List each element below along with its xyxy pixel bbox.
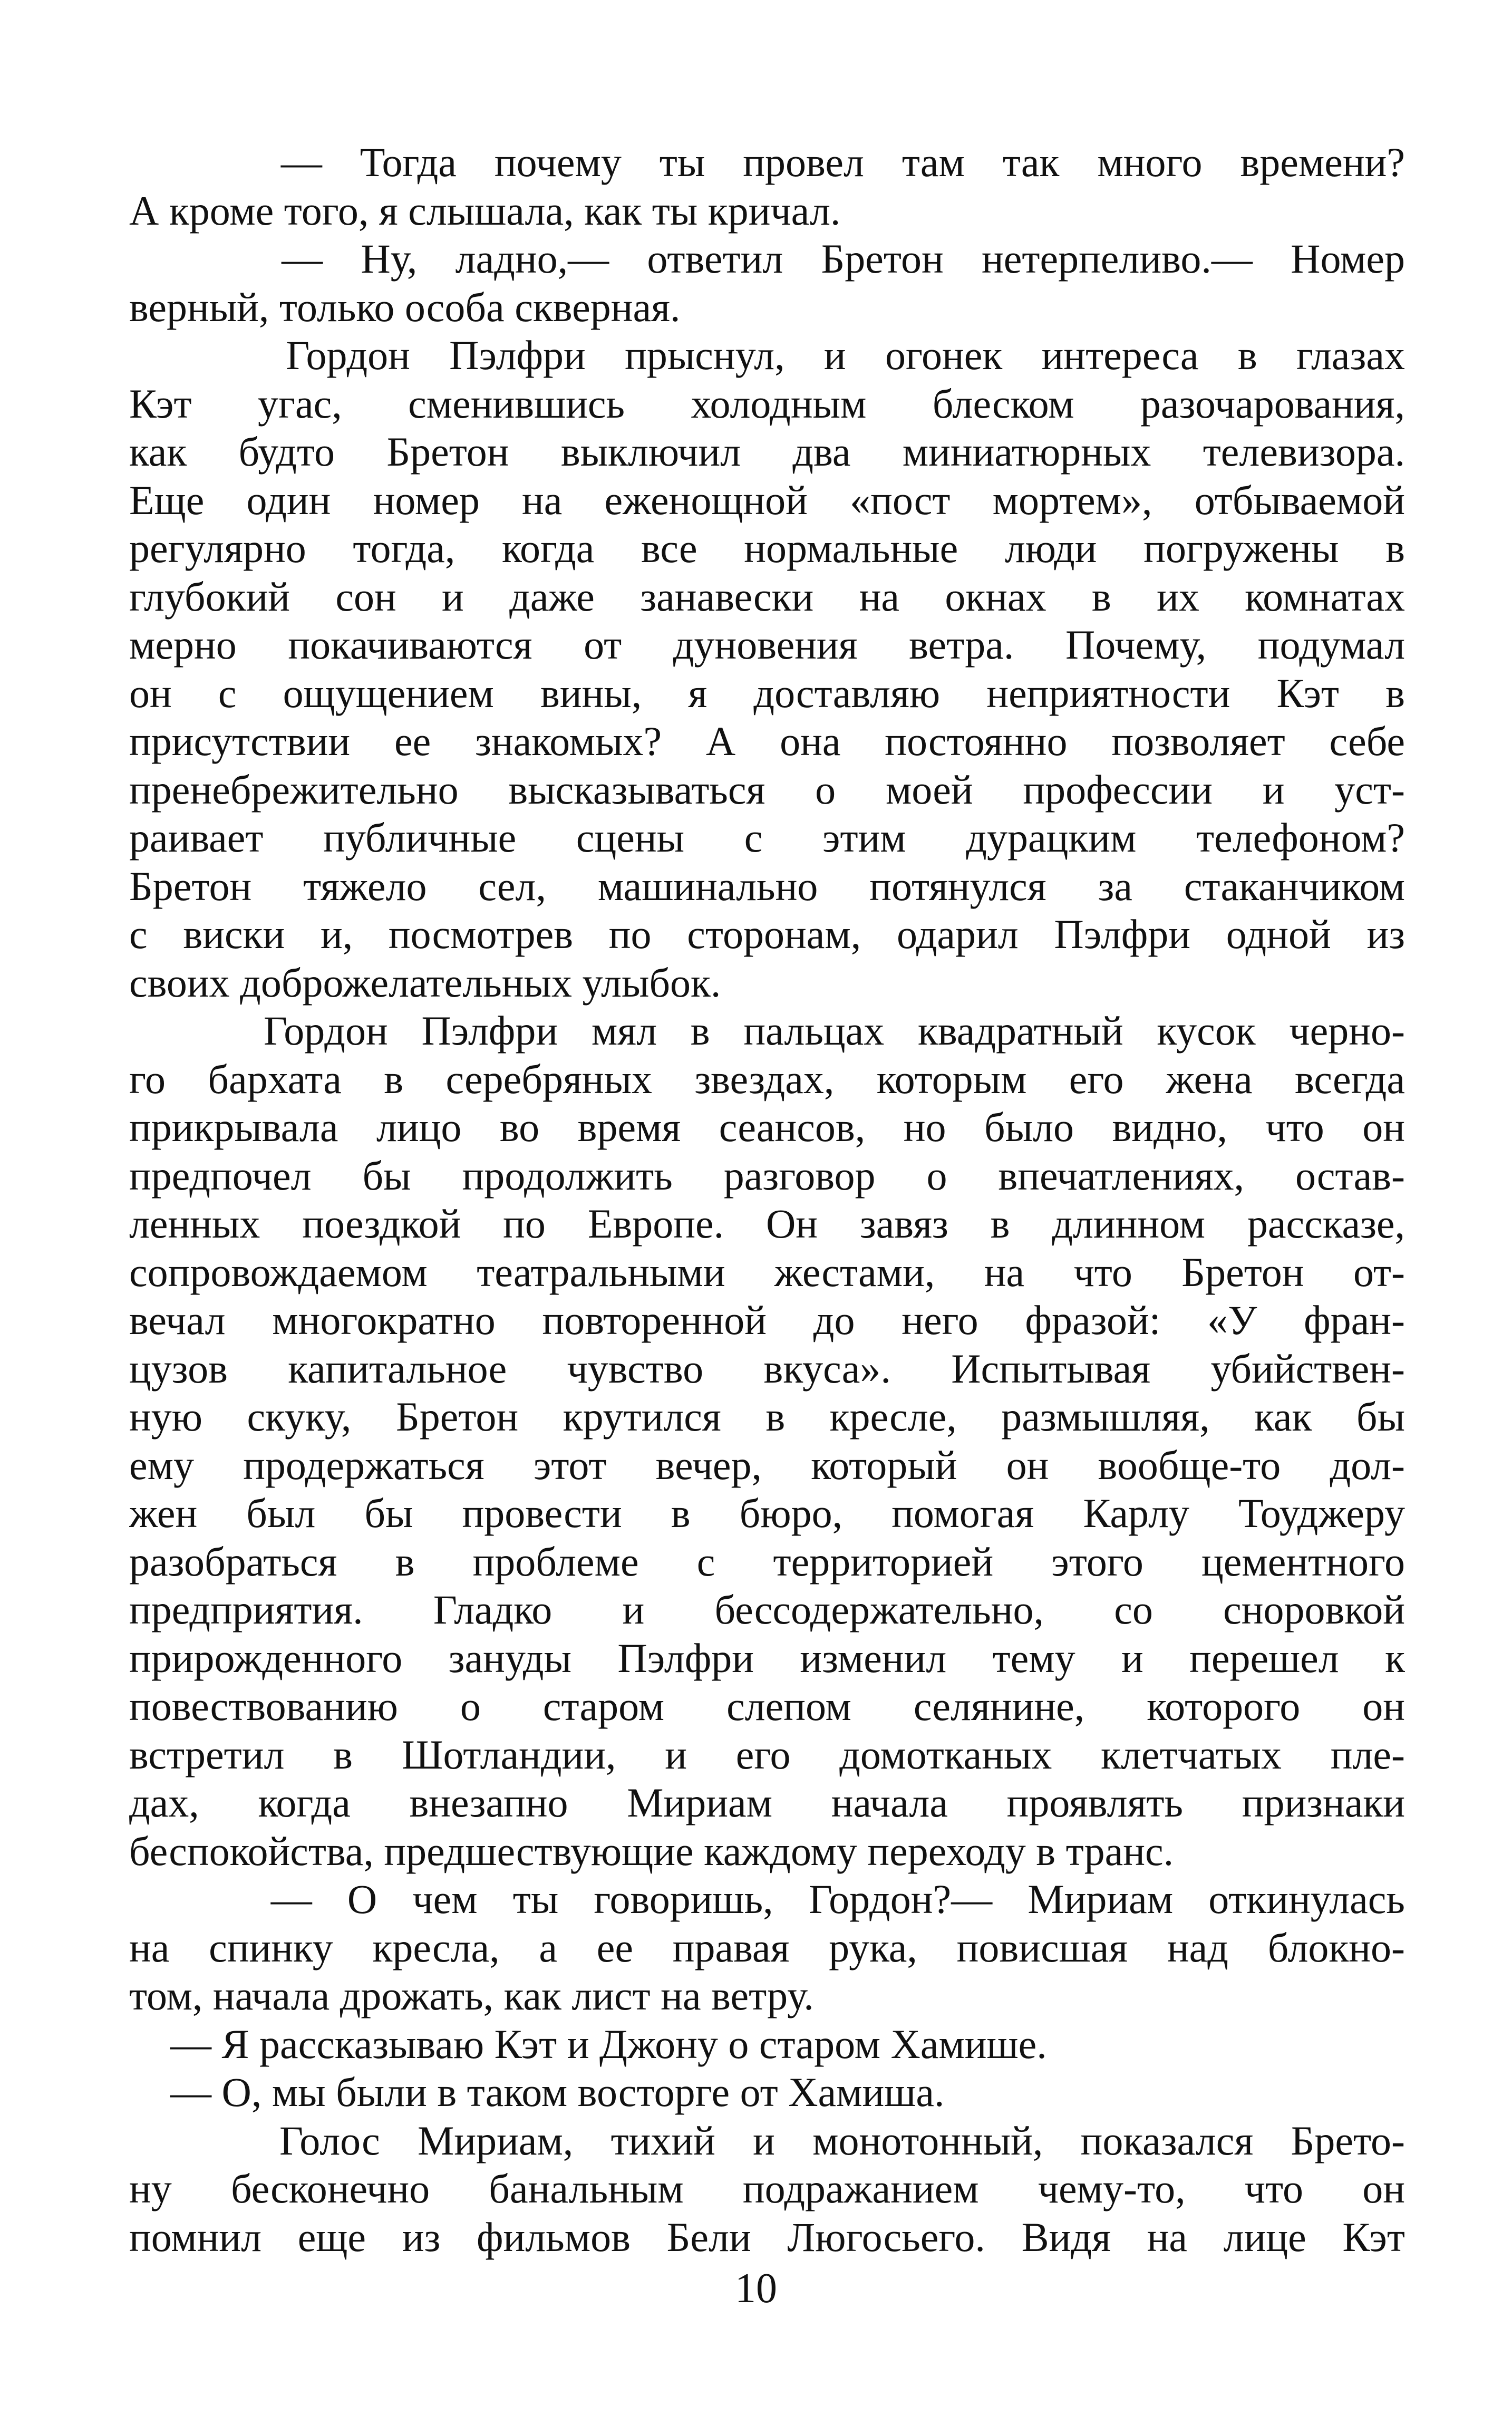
text-line: дах, когда внезапно Мириам начала проявлять признаки bbox=[129, 1780, 1405, 1826]
text-line: ну бесконечно банальным подражанием чему-то, что он bbox=[129, 2166, 1405, 2211]
text-line: ему продержаться этот вечер, который он вообще-то дол- bbox=[129, 1442, 1405, 1488]
text-line: помнил еще из фильмов Бели Люгосьего. Видя на лице Кэт bbox=[129, 2214, 1405, 2260]
text-line: ную скуку, Бретон крутился в кресле, размышляя, как бы bbox=[129, 1394, 1405, 1440]
text-line: предпочел бы продолжить разговор о впечатлениях, остав- bbox=[129, 1152, 1405, 1199]
text-line: вечал многократно повторенной до него фразой: «У фран- bbox=[129, 1297, 1405, 1343]
text-line: цузов капитальное чувство вкуса». Испытывая убийствен- bbox=[129, 1345, 1405, 1392]
text-line: — Ну, ладно,— ответил Бретон нетерпеливо.— Номер bbox=[129, 236, 1405, 282]
text-line: А кроме того, я слышала, как ты кричал. bbox=[129, 187, 841, 234]
text-line: присутствии ее знакомых? А она постоянно позволяет себе bbox=[129, 718, 1405, 764]
text-line: сопровождаемом театральными жестами, на что Бретон от- bbox=[129, 1249, 1405, 1295]
text-line: разобраться в проблеме с территорией этого цементного bbox=[129, 1538, 1405, 1585]
text-line: он с ощущением вины, я доставляю неприятности Кэт в bbox=[129, 670, 1405, 716]
text-line: Еще один номер на еженощной «пост мортем», отбываемой bbox=[129, 477, 1405, 523]
text-line: прирожденного зануды Пэлфри изменил тему и перешел к bbox=[129, 1635, 1405, 1681]
text-line: мерно покачиваются от дуновения ветра. Почему, подумал bbox=[129, 622, 1405, 668]
text-line: Голос Мириам, тихий и монотонный, показался Брето- bbox=[129, 2117, 1405, 2163]
text-line: — О чем ты говоришь, Гордон?— Мириам откинулась bbox=[129, 1876, 1405, 1922]
text-line: предприятия. Гладко и бессодержательно, со сноровкой bbox=[129, 1587, 1405, 1633]
text-line: — О, мы были в таком восторге от Хамиша. bbox=[129, 2069, 945, 2115]
page-number: 10 bbox=[735, 2265, 777, 2312]
text-line: том, начала дрожать, как лист на ветру. bbox=[129, 1973, 814, 2018]
text-line: Бретон тяжело сел, машинально потянулся за стаканчиком bbox=[129, 863, 1405, 909]
text-line: пренебрежительно высказываться о моей профессии и уст- bbox=[129, 766, 1405, 813]
text-line: жен был бы провести в бюро, помогая Карлу Тоуджеру bbox=[129, 1490, 1405, 1536]
text-line: регулярно тогда, когда все нормальные люди погружены в bbox=[129, 525, 1405, 571]
text-line: беспокойства, предшествующие каждому переходу в транс. bbox=[129, 1828, 1174, 1874]
text-line: — Тогда почему ты провел там так много времени? bbox=[129, 139, 1405, 185]
text-line: Гордон Пэлфри прыснул, и огонек интереса в глазах bbox=[129, 332, 1405, 378]
text-line: как будто Бретон выключил два миниатюрных телевизора. bbox=[129, 429, 1405, 475]
text-line: го бархата в серебряных звездах, которым его жена всегда bbox=[129, 1056, 1405, 1102]
text-line: раивает публичные сцены с этим дурацким телефоном? bbox=[129, 815, 1405, 861]
page-text-block bbox=[129, 138, 1405, 2261]
text-line: на спинку кресла, а ее правая рука, повисшая над блокно- bbox=[129, 1924, 1405, 1971]
text-line: глубокий сон и даже занавески на окнах в их комнатах bbox=[129, 573, 1405, 620]
text-line: Кэт угас, сменившись холодным блеском разочарования, bbox=[129, 380, 1405, 427]
text-line: Гордон Пэлфри мял в пальцах квадратный кусок черно- bbox=[129, 1008, 1405, 1054]
text-line: встретил в Шотландии, и его домотканых клетчатых пле- bbox=[129, 1731, 1405, 1778]
text-line: с виски и, посмотрев по сторонам, одарил Пэлфри одной из bbox=[129, 911, 1405, 957]
text-line: повествованию о старом слепом селянине, которого он bbox=[129, 1683, 1405, 1729]
text-line: верный, только особа скверная. bbox=[129, 284, 681, 330]
text-line: своих доброжелательных улыбок. bbox=[129, 959, 721, 1006]
text-line: прикрывала лицо во время сеансов, но было видно, что он bbox=[129, 1104, 1405, 1150]
text-line: — Я рассказываю Кэт и Джону о старом Хамише. bbox=[129, 2021, 1047, 2067]
text-line: ленных поездкой по Европе. Он завяз в длинном рассказе, bbox=[129, 1201, 1405, 1247]
